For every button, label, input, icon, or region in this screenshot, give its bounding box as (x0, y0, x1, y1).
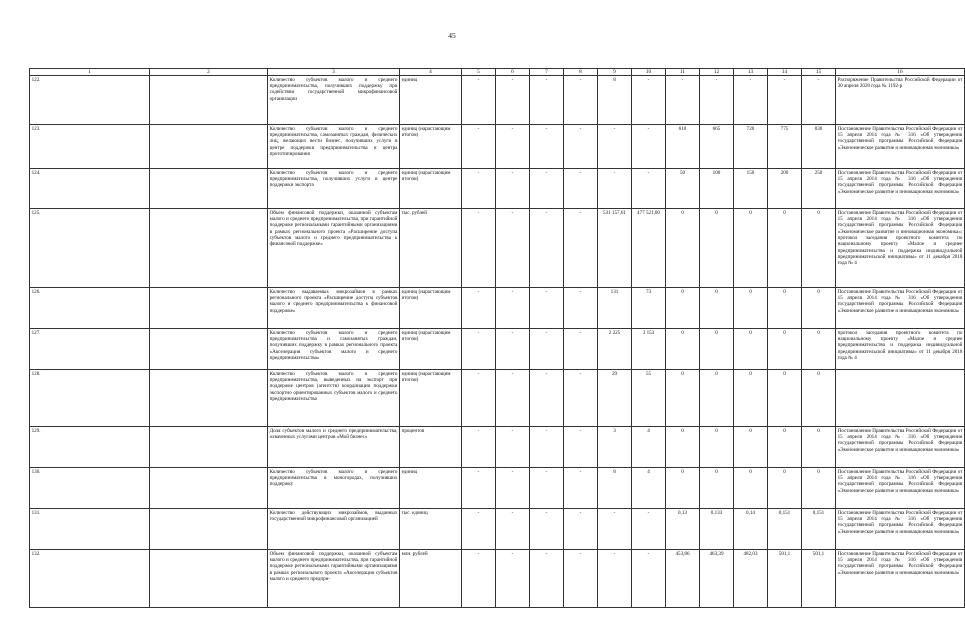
value-cell: 720 (734, 125, 768, 169)
value-cell: - (564, 550, 598, 608)
value-cell: - (496, 509, 530, 550)
value-cell: - (564, 509, 598, 550)
value-cell: - (530, 76, 564, 125)
value-cell: - (462, 550, 496, 608)
value-cell: - (530, 550, 564, 608)
column-number-cell: 9 (598, 69, 632, 76)
value-cell: 0,151 (802, 509, 836, 550)
indicator-name-cell: Количество субъектов малого и среднего предпринимательства и самозанятых граждан, получивших поддержку в рамках регионального проекта «Акселерация субъектов малого и среднего предпринимательства» (268, 329, 400, 370)
column-number-cell: 14 (768, 69, 802, 76)
value-cell: 0 (666, 468, 700, 509)
value-cell: 3 (598, 427, 632, 468)
value-cell: 0,14 (734, 509, 768, 550)
value-cell: 0 (768, 288, 802, 329)
value-cell: 501,1 (768, 550, 802, 608)
source-cell (836, 370, 965, 427)
value-cell: 0 (802, 370, 836, 427)
value-cell: 0 (734, 370, 768, 427)
column-number-cell: 7 (530, 69, 564, 76)
value-cell: 2 225 (598, 329, 632, 370)
value-cell: 200 (768, 169, 802, 209)
source-cell: Постановление Правительства Российской Федерации от 15 апреля 2014 года № 316 «Об утверждении государственной программы Российской Федерации «Экономическое развитие и инновационная экономика»; протокол заседания проектного комитета по национальному проекту «Малое и среднее предпринимательство и поддержка индивидуальной предпринимательской инициативы» от 11 декабря 2018 года № 4 (836, 209, 965, 288)
value-cell: - (802, 76, 836, 125)
empty-cell (150, 329, 268, 370)
value-cell: 0 (700, 209, 734, 288)
table-row (30, 427, 965, 468)
value-cell: - (564, 468, 598, 509)
table-row (30, 550, 965, 608)
row-number-cell: 127. (30, 329, 150, 370)
source-cell: Постановление Правительства Российской Федерации от 15 апреля 2014 года № 316 «Об утверждении государственной программы Российской Федерации «Экономическое развитие и инновационная экономика» (836, 125, 965, 169)
value-cell: 0 (734, 209, 768, 288)
value-cell: 55 (632, 370, 666, 427)
value-cell: 150 (734, 169, 768, 209)
value-cell: - (564, 427, 598, 468)
unit-cell: единиц (400, 468, 462, 509)
indicators-table (29, 68, 965, 608)
value-cell: 0 (700, 468, 734, 509)
column-number-cell: 11 (666, 69, 700, 76)
source-cell: Постановление Правительства Российской Федерации от 15 апреля 2014 года № 316 «Об утверждении государственной программы Российской Федерации «Экономическое развитие и инновационная экономика» (836, 468, 965, 509)
page-number: 45 (448, 31, 456, 40)
table-row (30, 509, 965, 550)
column-number-cell: 8 (564, 69, 598, 76)
column-number-cell: 13 (734, 69, 768, 76)
value-cell: - (564, 329, 598, 370)
value-cell: - (496, 468, 530, 509)
value-cell: 0 (734, 427, 768, 468)
table-row (30, 288, 965, 329)
value-cell: - (564, 288, 598, 329)
value-cell: 73 (632, 288, 666, 329)
value-cell: 482,03 (734, 550, 768, 608)
unit-cell: млн. рублей (400, 550, 462, 608)
value-cell: - (462, 288, 496, 329)
source-cell: протокол заседания проектного комитета по национальному проекту «Малое и среднее предпринимательство и поддержка индивидуальной предпринимательской инициативы» от 11 декабря 2018 года № 4 (836, 329, 965, 370)
table-row (30, 370, 965, 427)
value-cell: 0 (768, 209, 802, 288)
table-row (30, 169, 965, 209)
value-cell: 0,151 (768, 509, 802, 550)
value-cell: 0 (700, 427, 734, 468)
indicator-name-cell: Количество субъектов малого и среднего предпринимательства, получивших услуги в центре поддержки экспорта (268, 169, 400, 209)
empty-cell (150, 468, 268, 509)
value-cell: - (632, 550, 666, 608)
indicator-name-cell: Количество субъектов малого и среднего предпринимательства в моногородах, получивших поддержку (268, 468, 400, 509)
empty-cell (150, 76, 268, 125)
value-cell: - (564, 76, 598, 125)
column-number-cell: 10 (632, 69, 666, 76)
value-cell: 0 (700, 288, 734, 329)
value-cell: - (530, 509, 564, 550)
value-cell: - (530, 427, 564, 468)
empty-cell (150, 370, 268, 427)
empty-cell (150, 550, 268, 608)
value-cell: 665 (700, 125, 734, 169)
value-cell: - (496, 370, 530, 427)
value-cell: - (496, 329, 530, 370)
value-cell: 50 (666, 169, 700, 209)
value-cell: - (734, 76, 768, 125)
row-number-cell: 122. (30, 76, 150, 125)
value-cell: 0 (768, 427, 802, 468)
value-cell: 29 (598, 370, 632, 427)
value-cell: 4 (632, 468, 666, 509)
empty-cell (150, 288, 268, 329)
column-number-cell: 2 (150, 69, 268, 76)
unit-cell: единиц (нарастающим итогом) (400, 169, 462, 209)
row-number-cell: 129. (30, 427, 150, 468)
value-cell: 131 (598, 288, 632, 329)
unit-cell: единиц (нарастающим итогом) (400, 288, 462, 329)
column-number-cell: 16 (836, 69, 965, 76)
value-cell: - (462, 468, 496, 509)
indicator-name-cell: Объем финансовой поддержки, оказанной субъектам малого и среднего предпринимательства, при гарантийной поддержке региональными гарантийными организациями в рамках регионального проекта «Расширение доступа субъектов малого и среднего предпринимательства к финансовой поддержке» (268, 209, 400, 288)
value-cell: 0 (802, 288, 836, 329)
value-cell: - (496, 76, 530, 125)
value-cell: - (530, 288, 564, 329)
empty-cell (150, 427, 268, 468)
indicator-name-cell: Количество субъектов малого и среднего предпринимательства, получивших поддержку при содействии государственной микрофинансовой организации (268, 76, 400, 125)
value-cell: - (496, 169, 530, 209)
value-cell: - (632, 509, 666, 550)
value-cell: 3 153 (632, 329, 666, 370)
indicator-name-cell: Объем финансовой поддержки, оказанной субъектам малого и среднего предпринимательства, при гарантийной поддержке региональными гарантийными организациями в рамках регионального проекта «Акселерация субъектов малого и среднего предпри- (268, 550, 400, 608)
row-number-cell: 130. (30, 468, 150, 509)
value-cell: 0 (666, 427, 700, 468)
row-number-cell: 132. (30, 550, 150, 608)
unit-cell: единиц (400, 76, 462, 125)
unit-cell: единиц (нарастающим итогом) (400, 370, 462, 427)
value-cell: - (462, 76, 496, 125)
value-cell: 501,1 (802, 550, 836, 608)
value-cell: 531 157,61 (598, 209, 632, 288)
value-cell: 0 (768, 468, 802, 509)
value-cell: - (496, 427, 530, 468)
value-cell: 0 (802, 427, 836, 468)
column-number-cell: 5 (462, 69, 496, 76)
value-cell: 775 (768, 125, 802, 169)
table-row (30, 76, 965, 125)
indicator-name-cell: Доля субъектов малого и среднего предпринимательства, охваченных услугами центров «Мой бизнес» (268, 427, 400, 468)
indicator-name-cell: Количество субъектов малого и среднего предпринимательства, самозанятых граждан, физических лиц, желающих вести бизнес, получивших услуги в центре поддержки предпринимательства и центра прототипирования (268, 125, 400, 169)
value-cell: - (598, 169, 632, 209)
source-cell: Постановление Правительства Российской Федерации от 15 апреля 2014 года № 316 «Об утверждении государственной программы Российской Федерации «Экономическое развитие и инновационная экономика» (836, 550, 965, 608)
value-cell: - (564, 169, 598, 209)
value-cell: - (530, 169, 564, 209)
value-cell: - (632, 169, 666, 209)
empty-cell (150, 169, 268, 209)
value-cell: - (462, 509, 496, 550)
value-cell: 0 (734, 468, 768, 509)
value-cell: 0 (700, 329, 734, 370)
source-cell: Постановление Правительства Российской Федерации от 15 апреля 2014 года № 316 «Об утверждении государственной программы Российской Федерации «Экономическое развитие и инновационная экономика» (836, 427, 965, 468)
value-cell: - (666, 76, 700, 125)
value-cell: 8 (598, 76, 632, 125)
value-cell: - (530, 209, 564, 288)
value-cell: 0 (666, 370, 700, 427)
value-cell: 0 (666, 288, 700, 329)
indicator-name-cell: Количество субъектов малого и среднего предпринимательства, выведенных на экспорт при поддержке центров (агентств) координации поддержки экспортно ориентированных субъектов малого и среднего предпринимательства (268, 370, 400, 427)
column-number-cell: 15 (802, 69, 836, 76)
column-number-cell: 6 (496, 69, 530, 76)
value-cell: - (530, 468, 564, 509)
value-cell: 100 (700, 169, 734, 209)
value-cell: - (768, 76, 802, 125)
value-cell: 4 (632, 427, 666, 468)
value-cell: - (564, 370, 598, 427)
value-cell: - (462, 427, 496, 468)
row-number-cell: 126. (30, 288, 150, 329)
value-cell: - (598, 509, 632, 550)
value-cell: - (564, 125, 598, 169)
row-number-cell: 131. (30, 509, 150, 550)
value-cell: 0 (768, 370, 802, 427)
unit-cell: единиц (нарастающим итогом) (400, 329, 462, 370)
value-cell: - (496, 550, 530, 608)
row-number-cell: 123. (30, 125, 150, 169)
row-number-cell: 125. (30, 209, 150, 288)
source-cell: Распоряжение Правительства Российской Федерации от 30 апреля 2020 года № 1192-р (836, 76, 965, 125)
empty-cell (150, 125, 268, 169)
value-cell: 477 521,00 (632, 209, 666, 288)
value-cell: 0 (700, 370, 734, 427)
value-cell: 0 (666, 209, 700, 288)
value-cell: - (700, 76, 734, 125)
value-cell: - (530, 329, 564, 370)
row-number-cell: 128. (30, 370, 150, 427)
value-cell: - (496, 209, 530, 288)
value-cell: 0 (802, 329, 836, 370)
value-cell: - (632, 76, 666, 125)
value-cell: 830 (802, 125, 836, 169)
value-cell: - (496, 125, 530, 169)
header-row (30, 69, 965, 76)
value-cell: 0 (802, 209, 836, 288)
value-cell: - (598, 125, 632, 169)
indicator-name-cell: Количество выдаваемых микрозаймов в рамках регионального проекта «Расширение доступа субъектов малого и среднего предпринимательства к финансовой поддержке» (268, 288, 400, 329)
table-row (30, 125, 965, 169)
value-cell: 0 (666, 329, 700, 370)
value-cell: 610 (666, 125, 700, 169)
row-number-cell: 124. (30, 169, 150, 209)
value-cell: 0,13 (666, 509, 700, 550)
column-number-cell: 3 (268, 69, 400, 76)
unit-cell: процентов (400, 427, 462, 468)
value-cell: 0,133 (700, 509, 734, 550)
value-cell: - (530, 370, 564, 427)
table-row (30, 329, 965, 370)
value-cell: 463,39 (700, 550, 734, 608)
unit-cell: тыс. единиц (400, 509, 462, 550)
value-cell: 0 (734, 288, 768, 329)
value-cell: 0 (734, 329, 768, 370)
value-cell: 250 (802, 169, 836, 209)
value-cell: 0 (802, 468, 836, 509)
value-cell: - (632, 125, 666, 169)
value-cell: 8 (598, 468, 632, 509)
empty-cell (150, 509, 268, 550)
value-cell: 0 (768, 329, 802, 370)
value-cell: - (462, 329, 496, 370)
unit-cell: единиц (нарастающим итогом) (400, 125, 462, 169)
empty-cell (150, 209, 268, 288)
value-cell: 453,86 (666, 550, 700, 608)
value-cell: - (462, 370, 496, 427)
value-cell: - (462, 169, 496, 209)
value-cell: - (462, 209, 496, 288)
column-number-cell: 12 (700, 69, 734, 76)
value-cell: - (462, 125, 496, 169)
value-cell: - (530, 125, 564, 169)
table-row (30, 209, 965, 288)
table-row (30, 468, 965, 509)
value-cell: - (496, 288, 530, 329)
unit-cell: тыс. рублей (400, 209, 462, 288)
value-cell: - (564, 209, 598, 288)
column-number-cell: 1 (30, 69, 150, 76)
source-cell: Постановление Правительства Российской Федерации от 15 апреля 2014 года № 316 «Об утверждении государственной программы Российской Федерации «Экономическое развитие и инновационная экономика» (836, 169, 965, 209)
column-number-cell: 4 (400, 69, 462, 76)
source-cell: Постановление Правительства Российской Федерации от 15 апреля 2014 года № 316 «Об утверждении государственной программы Российской Федерации «Экономическое развитие и инновационная экономика» (836, 509, 965, 550)
source-cell: Постановление Правительства Российской Федерации от 15 апреля 2014 года № 316 «Об утверждении государственной программы Российской Федерации «Экономическое развитие и инновационная экономика» (836, 288, 965, 329)
value-cell: - (598, 550, 632, 608)
indicator-name-cell: Количество действующих микрозаймов, выданных государственной микрофинансовой организацией (268, 509, 400, 550)
